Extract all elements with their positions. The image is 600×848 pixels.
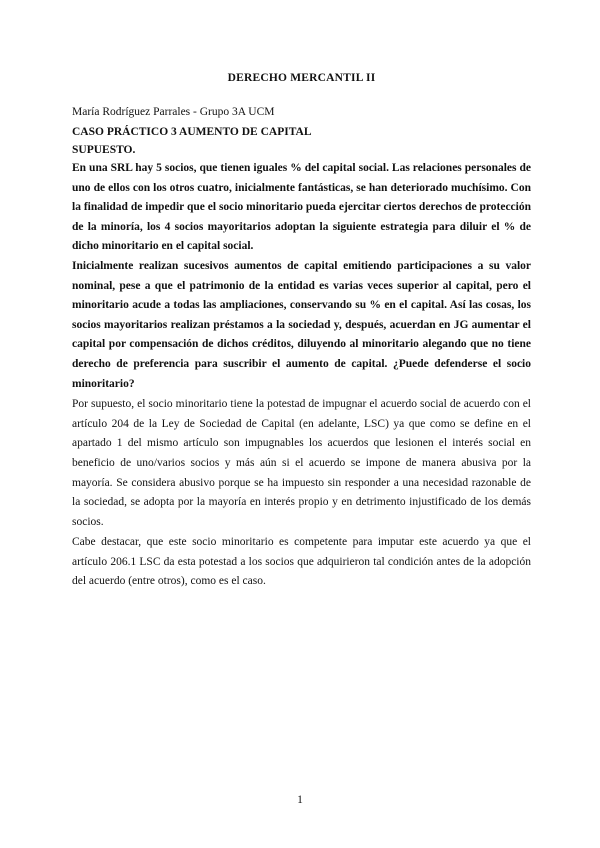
supuesto-paragraph: En una SRL hay 5 socios, que tienen iguales % del capital social. Las relaciones personales de uno de ellos con los otros cuatro, inicialmente fantásticas, se han deteriorado muchísimo. Con la finalidad de impedir que el socio minoritario pueda ejercitar ciertos derechos de protección de la minoría, los 4 socios mayoritarios adoptan la siguiente estrategia para diluir el % de dicho minoritario en el capital social. [72, 162, 531, 253]
document-title: DERECHO MERCANTIL II [227, 72, 376, 84]
supuesto-paragraph: Inicialmente realizan sucesivos aumentos de capital emitiendo participaciones a su valor nominal, pese a que el patrimonio de la entidad es varias veces superior al capital, pero el minoritario acude a todas las ampliaciones, conservando su % en el capital. Así las cosas, los socios mayoritarios realizan préstamos a la sociedad y, después, acuerdan en JG aumentar el capital por compensación de dichos créditos, diluyendo al minoritario alegando que no tiene derecho de preferencia para suscribir el aumento de capital. ¿Puede defenderse el socio minoritario? [72, 259, 531, 390]
answer-paragraph: Cabe destacar, que este socio minoritario es competente para imputar este acuerdo ya que el artículo 206.1 LSC da esta potestad a los socios que adquirieron tal condición antes de la adopción del acuerdo (entre otros), como es el caso. [72, 536, 531, 588]
page-number: 1 [297, 794, 303, 806]
answer-paragraph: Por supuesto, el socio minoritario tiene la potestad de impugnar el acuerdo social de acuerdo con el artículo 204 de la Ley de Sociedad de Capital (en adelante, LSC) ya que como se define en el apartado 1 del mismo artículo son impugnables los acuerdos que lesionen el interés social en beneficio de uno/varios socios y más aún si el acuerdo se impone de manera abusiva por la mayoría. Se considera abusivo porque se ha impuesto sin responder a una necesidad razonable de la sociedad, se adopta por la mayoría en interés propio y en detrimento injustificado de los demás socios. [72, 398, 531, 528]
page-content [72, 70, 531, 592]
author-line: María Rodríguez Parrales - Grupo 3A UCM [72, 106, 275, 118]
case-heading: CASO PRÁCTICO 3 AUMENTO DE CAPITAL [72, 126, 312, 138]
supuesto-heading: SUPUESTO. [72, 144, 136, 156]
